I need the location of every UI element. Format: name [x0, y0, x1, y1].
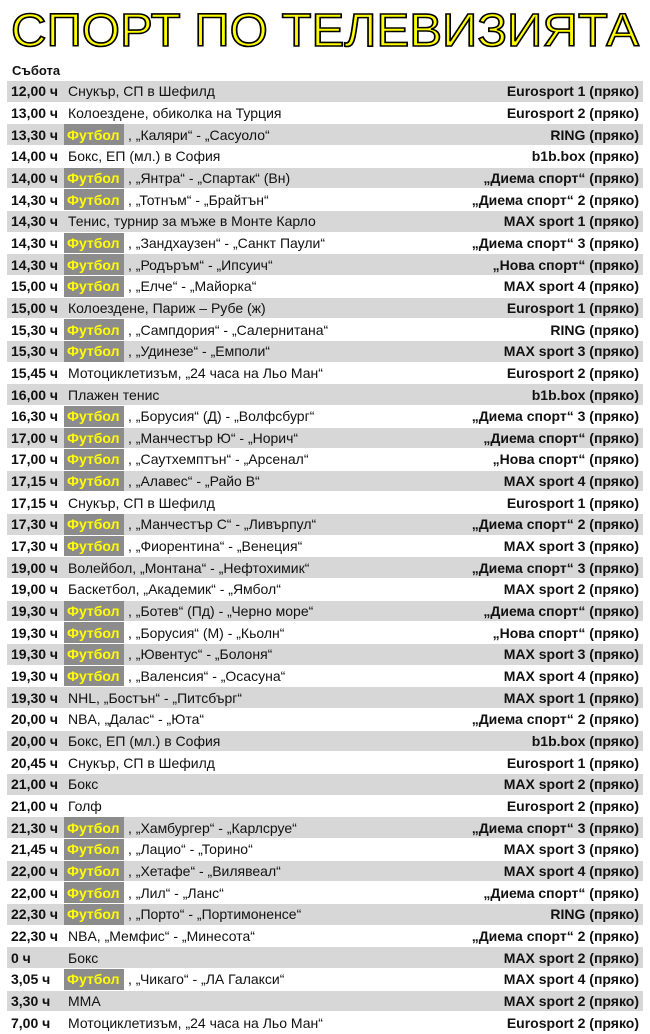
schedule-row: [7, 796, 643, 818]
schedule-row: [7, 319, 643, 341]
row-time: 22,00 ч: [11, 884, 59, 901]
row-time: 14,30 ч: [11, 213, 59, 230]
sport-tag: Футбол: [64, 861, 124, 882]
sport-tag: Футбол: [64, 839, 124, 860]
page-header: [0, 0, 650, 64]
row-channel: Eurosport 2 (пряко): [506, 364, 639, 381]
row-description: Голф: [68, 797, 102, 814]
row-time: 15,00 ч: [11, 299, 59, 316]
row-channel: MAX sport 4 (пряко): [503, 278, 639, 295]
row-description: , „Ювентус“ - „Болоня“: [128, 646, 273, 663]
row-time: 20,45 ч: [11, 754, 59, 771]
row-time: 12,00 ч: [11, 83, 59, 100]
row-time: 17,15 ч: [11, 473, 59, 490]
row-channel: MAX sport 2 (пряко): [503, 992, 639, 1009]
row-channel: „Диема спорт“ (пряко): [483, 429, 639, 446]
row-time: 14,30 ч: [11, 191, 59, 208]
sport-tag: Футбол: [64, 254, 124, 275]
schedule-row: [7, 579, 643, 601]
schedule-row: [7, 189, 643, 211]
schedule-row: [7, 406, 643, 428]
row-channel: Eurosport 1 (пряко): [506, 299, 639, 316]
row-time: 22,00 ч: [11, 862, 59, 879]
schedule-row: [7, 298, 643, 320]
row-time: 19,30 ч: [11, 646, 59, 663]
row-description: , „Янтра“ - „Спартак“ (Вн): [128, 169, 291, 186]
row-channel: „Диема спорт“ 2 (пряко): [471, 711, 639, 728]
row-description: Колоездене, обиколка на Турция: [68, 104, 282, 121]
row-time: 19,30 ч: [11, 689, 59, 706]
row-description: , „Саутхемптън“ - „Арсенал“: [128, 451, 309, 468]
row-time: 15,30 ч: [11, 343, 59, 360]
row-time: 3,30 ч: [11, 992, 51, 1009]
row-channel: MAX sport 4 (пряко): [503, 971, 639, 988]
row-channel: MAX sport 3 (пряко): [503, 538, 639, 555]
row-time: 13,00 ч: [11, 104, 59, 121]
row-time: 17,00 ч: [11, 429, 59, 446]
schedule-row: [7, 211, 643, 233]
row-channel: „Диема спорт“ (пряко): [483, 603, 639, 620]
sport-tag: Футбол: [64, 904, 124, 925]
sport-tag: Футбол: [64, 406, 124, 427]
row-time: 16,30 ч: [11, 408, 59, 425]
row-channel: MAX sport 4 (пряко): [503, 473, 639, 490]
schedule-row: [7, 709, 643, 731]
row-channel: b1b.box (пряко): [531, 733, 639, 750]
row-channel: „Нова спорт“ (пряко): [492, 451, 639, 468]
schedule-row: [7, 103, 643, 125]
row-time: 19,00 ч: [11, 559, 59, 576]
row-description: , „Борусия“ (Д) - „Волфсбург“: [128, 408, 315, 425]
row-description: Бокс, ЕП (мл.) в София: [68, 733, 221, 750]
row-time: 13,30 ч: [11, 126, 59, 143]
row-channel: „Диема спорт“ 2 (пряко): [471, 927, 639, 944]
row-description: , „Борусия“ (М) - „Кьолн“: [128, 624, 285, 641]
row-channel: Eurosport 2 (пряко): [506, 1014, 639, 1031]
schedule-row: [7, 1012, 643, 1034]
row-description: , „Хамбургер“ - „Карлсруе“: [128, 819, 297, 836]
row-channel: MAX sport 3 (пряко): [503, 343, 639, 360]
row-channel: MAX sport 2 (пряко): [503, 776, 639, 793]
row-channel: Eurosport 1 (пряко): [506, 83, 639, 100]
row-channel: „Диема спорт“ 3 (пряко): [471, 559, 639, 576]
row-time: 14,00 ч: [11, 169, 59, 186]
row-channel: „Диема спорт“ (пряко): [483, 884, 639, 901]
row-channel: „Диема спорт“ (пряко): [483, 169, 639, 186]
schedule-row: [7, 991, 643, 1013]
row-description: , „Удинезе“ - „Емполи“: [128, 343, 270, 360]
row-channel: MAX sport 3 (пряко): [503, 646, 639, 663]
page-title: СПОРТ ПО ТЕЛЕВИЗИЯТА: [11, 4, 640, 56]
schedule-row: [7, 363, 643, 385]
row-description: , „Алавес“ - „Райо В“: [128, 473, 260, 490]
row-time: 7,00 ч: [11, 1014, 51, 1031]
schedule-row: [7, 731, 643, 753]
row-channel: MAX sport 4 (пряко): [503, 668, 639, 685]
row-description: , „Зандхаузен“ - „Санкт Паули“: [128, 234, 326, 251]
sport-tag: Футбол: [64, 233, 124, 254]
schedule-row: [7, 969, 643, 991]
schedule-row: [7, 471, 643, 493]
schedule-row: [7, 774, 643, 796]
schedule-row: [7, 492, 643, 514]
row-time: 15,45 ч: [11, 364, 59, 381]
row-channel: „Диема спорт“ 3 (пряко): [471, 819, 639, 836]
row-description: MMA: [68, 992, 101, 1009]
schedule-row: [7, 839, 643, 861]
row-description: , „Лил“ - „Ланс“: [128, 884, 224, 901]
schedule-row: [7, 926, 643, 948]
day-label: Събота: [12, 63, 61, 78]
schedule-row: [7, 168, 643, 190]
row-description: Волейбол, „Монтана“ - „Нефтохимик“: [68, 559, 310, 576]
sport-tag: Футбол: [64, 644, 124, 665]
row-channel: Eurosport 1 (пряко): [506, 494, 639, 511]
row-time: 16,00 ч: [11, 386, 59, 403]
row-time: 20,00 ч: [11, 711, 59, 728]
row-description: , „Каляри“ - „Сасуоло“: [128, 126, 270, 143]
row-time: 19,30 ч: [11, 603, 59, 620]
sport-tag: Футбол: [64, 601, 124, 622]
row-time: 19,30 ч: [11, 668, 59, 685]
schedule-row: [7, 752, 643, 774]
schedule-row: [7, 622, 643, 644]
sport-tag: Футбол: [64, 189, 124, 210]
row-channel: RING (пряко): [550, 321, 639, 338]
schedule-row: [7, 861, 643, 883]
row-time: 14,00 ч: [11, 148, 59, 165]
row-time: 19,30 ч: [11, 624, 59, 641]
row-description: Мотоциклетизъм, „24 часа на Льо Ман“: [68, 1014, 323, 1031]
sport-tag: Футбол: [64, 319, 124, 340]
schedule-row: [7, 276, 643, 298]
schedule-row: [7, 947, 643, 969]
row-description: NBA, „Далас“ - „Юта“: [68, 711, 205, 728]
schedule-row: [7, 233, 643, 255]
row-description: Мотоциклетизъм, „24 часа на Льо Ман“: [68, 364, 323, 381]
row-description: , „Манчестър С“ - „Ливърпул“: [128, 516, 317, 533]
row-description: NHL, „Бостън“ - „Питсбърг“: [68, 689, 243, 706]
sport-tag: Футбол: [64, 666, 124, 687]
schedule-row: [7, 449, 643, 471]
row-time: 19,00 ч: [11, 581, 59, 598]
schedule-row: [7, 557, 643, 579]
row-time: 17,30 ч: [11, 516, 59, 533]
sport-tag: Футбол: [64, 168, 124, 189]
row-description: , „Чикаго“ - „ЛА Галакси“: [128, 971, 285, 988]
schedule-row: [7, 644, 643, 666]
row-description: , „Порто“ - „Портимоненсе“: [128, 906, 302, 923]
row-channel: RING (пряко): [550, 906, 639, 923]
row-time: 14,30 ч: [11, 256, 59, 273]
row-time: 15,30 ч: [11, 321, 59, 338]
row-channel: MAX sport 2 (пряко): [503, 949, 639, 966]
row-channel: RING (пряко): [550, 126, 639, 143]
sport-tag: Футбол: [64, 341, 124, 362]
sport-tag: Футбол: [64, 882, 124, 903]
row-channel: MAX sport 2 (пряко): [503, 581, 639, 598]
schedule-row: [7, 146, 643, 168]
schedule-row: [7, 687, 643, 709]
row-channel: „Нова спорт“ (пряко): [492, 256, 639, 273]
schedule-row: [7, 254, 643, 276]
row-channel: b1b.box (пряко): [531, 148, 639, 165]
row-channel: „Диема спорт“ 2 (пряко): [471, 516, 639, 533]
schedule-row: [7, 81, 643, 103]
row-description: , „Елче“ - „Майорка“: [128, 278, 257, 295]
row-description: , „Родъръм“ - „Ипсуич“: [128, 256, 273, 273]
row-time: 0 ч: [11, 949, 31, 966]
row-channel: „Диема спорт“ 3 (пряко): [471, 408, 639, 425]
row-channel: b1b.box (пряко): [531, 386, 639, 403]
schedule-row: [7, 536, 643, 558]
row-description: , „Хетафе“ - „Вилявеал“: [128, 862, 281, 879]
row-channel: Eurosport 2 (пряко): [506, 104, 639, 121]
row-time: 21,45 ч: [11, 841, 59, 858]
sport-tag: Футбол: [64, 622, 124, 643]
schedule-row: [7, 341, 643, 363]
sport-tag: Футбол: [64, 449, 124, 470]
row-time: 14,30 ч: [11, 234, 59, 251]
row-description: Снукър, СП в Шефилд: [68, 83, 215, 100]
page-title-graphic: [0, 0, 650, 64]
schedule-row: [7, 601, 643, 623]
schedule-list: [7, 81, 643, 1034]
row-description: , „Валенсия“ - „Осасуна“: [128, 668, 286, 685]
row-description: Плажен тенис: [68, 386, 160, 403]
sport-tag: Футбол: [64, 124, 124, 145]
row-time: 22,30 ч: [11, 906, 59, 923]
row-channel: Eurosport 1 (пряко): [506, 754, 639, 771]
row-description: Тенис, турнир за мъже в Монте Карло: [68, 213, 316, 230]
row-description: , „Сампдория“ - „Салернитана“: [128, 321, 329, 338]
row-time: 21,00 ч: [11, 776, 59, 793]
schedule-row: [7, 817, 643, 839]
row-channel: „Нова спорт“ (пряко): [492, 624, 639, 641]
row-time: 17,30 ч: [11, 538, 59, 555]
sport-tag: Футбол: [64, 471, 124, 492]
sport-tag: Футбол: [64, 817, 124, 838]
row-description: NBA, „Мемфис“ - „Минесота“: [68, 927, 255, 944]
schedule-row: [7, 882, 643, 904]
schedule-row: [7, 514, 643, 536]
row-time: 22,30 ч: [11, 927, 59, 944]
sport-tag: Футбол: [64, 536, 124, 557]
sport-tag: Футбол: [64, 969, 124, 990]
row-channel: MAX sport 4 (пряко): [503, 862, 639, 879]
row-channel: „Диема спорт“ 3 (пряко): [471, 234, 639, 251]
row-time: 3,05 ч: [11, 971, 51, 988]
row-description: Баскетбол, „Академик“ - „Ямбол“: [68, 581, 281, 598]
sport-tag: Футбол: [64, 514, 124, 535]
row-time: 21,30 ч: [11, 819, 59, 836]
row-channel: Eurosport 2 (пряко): [506, 797, 639, 814]
row-description: , „Тотнъм“ - „Брайтън“: [128, 191, 269, 208]
schedule-row: [7, 428, 643, 450]
row-description: , „Ботев“ (Пд) - „Черно море“: [128, 603, 314, 620]
row-channel: MAX sport 1 (пряко): [503, 689, 639, 706]
row-description: Колоездене, Париж – Рубе (ж): [68, 299, 266, 316]
row-channel: „Диема спорт“ 2 (пряко): [471, 191, 639, 208]
row-time: 21,00 ч: [11, 797, 59, 814]
row-time: 15,00 ч: [11, 278, 59, 295]
row-description: Снукър, СП в Шефилд: [68, 754, 215, 771]
schedule-row: [7, 124, 643, 146]
row-description: Бокс, ЕП (мл.) в София: [68, 148, 221, 165]
row-time: 20,00 ч: [11, 733, 59, 750]
schedule-row: [7, 666, 643, 688]
row-description: , „Лацио“ - „Торино“: [128, 841, 253, 858]
row-time: 17,00 ч: [11, 451, 59, 468]
row-description: , „Манчестър Ю“ - „Норич“: [128, 429, 299, 446]
row-description: Бокс: [68, 776, 99, 793]
row-description: Бокс: [68, 949, 99, 966]
sport-tag: Футбол: [64, 428, 124, 449]
row-description: , „Фиорентина“ - „Венеция“: [128, 538, 303, 555]
row-description: Снукър, СП в Шефилд: [68, 494, 215, 511]
row-channel: MAX sport 3 (пряко): [503, 841, 639, 858]
schedule-row: [7, 904, 643, 926]
row-channel: MAX sport 1 (пряко): [503, 213, 639, 230]
sport-tag: Футбол: [64, 276, 124, 297]
schedule-row: [7, 384, 643, 406]
row-time: 17,15 ч: [11, 494, 59, 511]
